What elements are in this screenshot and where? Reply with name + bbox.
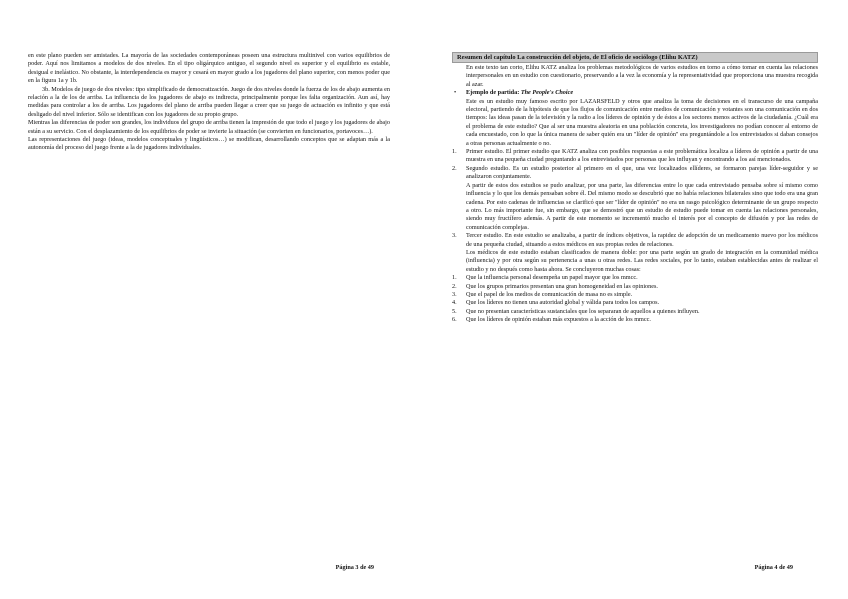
bullet-dot-icon: • <box>454 89 457 97</box>
list-item-text: Los médicos de este estudio estaban clasificados de manera doble: por una parte según un grado de integración en la comunidad médica (influencia) y por otra según su pertenencia a unas u otras redes. Las redes sociales, por lo tanto, estaban establecidas antes de realizar el estudio y no después como hasta ahora. Se concluyeron muchas cosas: <box>466 248 818 273</box>
conclusion-item <box>452 308 818 316</box>
left-text-column <box>28 52 390 153</box>
conclusion-item <box>452 299 818 307</box>
studies-list <box>452 148 818 274</box>
page-right <box>424 0 848 599</box>
list-item-text: A partir de estos dos estudios se pudo analizar, por una parte, las diferencias entre lo que cada entrevistado pensaba sobre sí mismo como influencia y lo que los demás pensaban sobre él. Del mismo modo se descubrió que no había relaciones bilaterales sino que todo era una gran cadena. Por esto cadenas de influencias se clarificó que ser "líder de opinión" no era un rasgo psicológico determinante de un grupo respecto a otro. Lo más importante fue, sin embargo, que se demostró que un estudio de estudio puede tomar en cuenta las relaciones personales, siendo muy fructífero además. A partir de este momento se incrementó mucho el interés por el concepto de difusión y por las redes de comunicación complejas. <box>466 181 818 231</box>
list-number: 3. <box>452 232 457 240</box>
paragraph: 3b. Modelos de juego de dos niveles: tipo simplificado de democratización. Juego de dos niveles donde la fuerza de los de abajo aumenta en relación a la de los de arriba. La influencia de los jugadores de abajo es indirecta, principalmente porque les falta organización. Aun así, hay medidas para controlar a los de arriba. Los jugadores del plano de arriba pueden llegar a creer que su juego de actuación es infinito y que está desligado del nivel inferior. Sólo se identifican con los jugadores de su propio grupo. <box>28 85 390 118</box>
list-number: 5. <box>452 307 457 315</box>
page-number-left: Página 3 de 49 <box>335 564 374 571</box>
conclusion-item <box>452 274 818 282</box>
list-item <box>452 165 818 232</box>
right-text-column <box>452 52 818 325</box>
list-number: 6. <box>452 316 457 324</box>
list-item-text: Tercer estudio. En este estudio se analizaba, a partir de índices objetivos, la rapidez de adopción de un medicamento nuevo por los médicos de una pequeña ciudad, situando a estos médicos en sus propias redes de relaciones. <box>466 232 818 248</box>
conclusion-item <box>452 283 818 291</box>
chapter-summary-banner: Resumen del capítulo La construcción del objeto, de El oficio de sociólogo (Elihu KATZ) <box>452 52 818 63</box>
conclusions-list <box>452 274 818 324</box>
conclusion-text: Que el papel de los medios de comunicación de masa no es simple. <box>466 290 633 298</box>
conclusion-text: Que los líderes de opinión estaban más expuestos a la acción de los mmcc. <box>466 316 651 324</box>
list-item <box>452 148 818 165</box>
list-item-text: Segundo estudio. Es un estudio posterior al primero en el que, una vez localizados ellíderes, se formaron parejas líder-seguidor y se analizaron conjuntamente. <box>466 164 818 181</box>
list-number: 2. <box>452 164 457 172</box>
conclusion-text: Que los grupos primarios presentan una gran homogeneidad en las opiniones. <box>466 282 658 290</box>
list-number: 1. <box>452 274 457 282</box>
bullet-text: Este es un estudio muy famoso escrito por LAZARSFELD y otros que analiza la toma de decisiones en el transcurso de una campaña electoral, partiendo de la hipótesis de que los flujos de comunicación entre medios de comunicación y votantes son una comunicación en dos tiempos: las ideas pasan de la televisión y la radio a los líderes de opinión y de éstos a los sectores menos activos de la ciudadanía. ¿Cuál era el problema de este estudio? Que al ser una muestra aleatoria en una población concreta, los investigadores no podían conocer al entorno de cada encuestado, con lo que la única manera de saber quién era un "líder de opinión" era preguntándole a los entrevistados si daban consejos a otras personas actualmente o no. <box>466 97 818 147</box>
conclusion-item <box>452 316 818 324</box>
conclusion-text: Que los líderes no tienen una autoridad global y válida para todos los campos. <box>466 299 660 307</box>
paragraph: Mientras las diferencias de poder son grandes, los individuos del grupo de arriba tienen la impresión de que todo el juego y los jugadores de abajo están a su servicio. Con el desplazamiento de los equilibrios de poder se invierte la situación (se convierten en funcionarios, portavoces…). <box>28 119 390 135</box>
conclusion-text: Que la influencia personal desempeña un papel mayor que los mmcc. <box>466 274 638 282</box>
bullet-item <box>452 89 818 148</box>
list-number: 1. <box>452 148 457 156</box>
list-number: 4. <box>452 299 457 307</box>
page-number-right: Página 4 de 49 <box>754 564 793 571</box>
list-item <box>452 232 818 274</box>
paragraph: en este plano pueden ser amistades. La mayoría de las sociedades contemporáneas poseen una estructura multinivel con varios equilibrios de poder. Aquí nos limitamos a modelos de dos niveles. En el tipo oligárquico antiguo, el segundo nivel es superior y el equilibrio es estable, desigual e inelástico. No obstante, la interdependencia es mayor y cesará en mayor grado a los jugadores del plano superior, con menos poder que en la figura 1a y 1b. <box>28 52 390 85</box>
list-number: 3. <box>452 290 457 298</box>
bullet-list <box>452 89 818 148</box>
bullet-heading: Ejemplo de partida: The People's Choice <box>466 89 574 97</box>
paragraph: Las representaciones del juego (ideas, modelos conceptuales y lingüísticos…) se modifican, desarrollando conceptos que se adaptan más a la autonomía del proceso del juego frente a la de jugadores individuales. <box>28 136 390 152</box>
intro-paragraph: En este texto tan corto, Elihu KATZ analiza los problemas metodológicos de varios estudios en torno a cómo tomar en cuenta las relaciones interpersonales en un estudio con cuestionario, preservando a la vez la economía y la representatividad que proporciona una muestra recogida al azar. <box>466 64 818 88</box>
conclusion-item <box>452 291 818 299</box>
list-item-text: Primer estudio. El primer estudio que KATZ analiza con posibles respuestas a este problemática localiza a líderes de opinión a partir de una muestra en una pequeña ciudad preguntando a los entrevistados por personas que les influyan y encontrando a los así mencionados. <box>466 148 818 164</box>
list-number: 2. <box>452 282 457 290</box>
conclusion-text: Que no presentan características sustanciales que los separaran de aquellos a quienes influyen. <box>466 307 700 315</box>
